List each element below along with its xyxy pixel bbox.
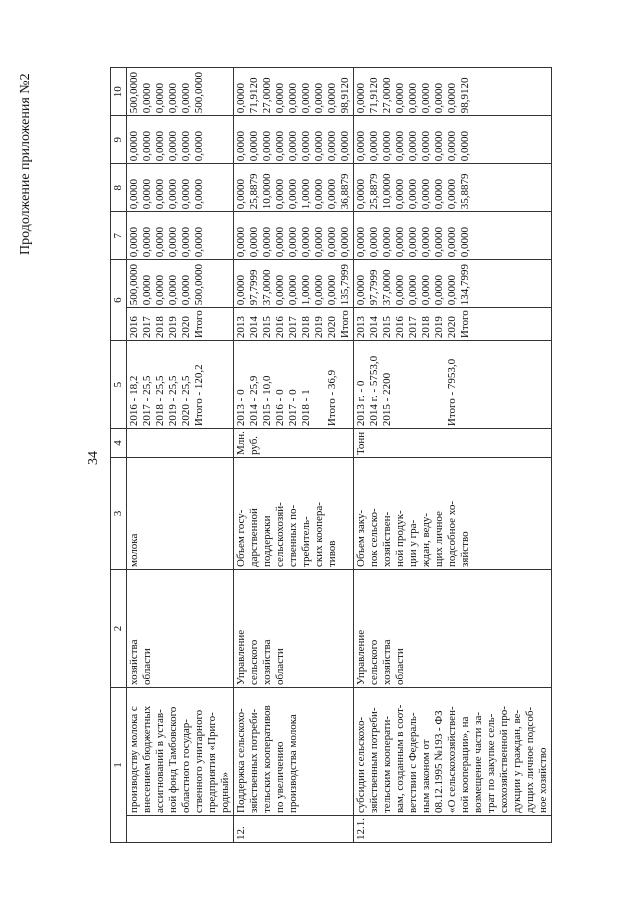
- local-budget-cell: [234, 116, 354, 164]
- years-line: 2013: [355, 316, 367, 339]
- event-name-line: ным законом от: [420, 739, 432, 813]
- years-line: 2013: [235, 316, 247, 339]
- col-header-6: 6: [111, 260, 127, 341]
- years-line: 2019: [167, 316, 179, 339]
- unit-cell: [127, 429, 234, 458]
- indicator-line: поддержки: [261, 515, 273, 567]
- target-values-line: [433, 343, 446, 426]
- target-values-line: Итого - 7953,0: [446, 358, 458, 427]
- indicator-line: требитель-: [300, 516, 312, 567]
- extrabudgetary-cell: [354, 68, 552, 116]
- indicator-line: ции у гра-: [407, 519, 419, 567]
- federal-budget-cell: [354, 212, 552, 260]
- extrabudgetary-line: 500,0000: [128, 71, 140, 114]
- event-name-line: возмещение части за-: [472, 711, 484, 813]
- indicator-line: подсобное хо-: [446, 500, 458, 567]
- regional-budget-line: 0,0000: [167, 178, 179, 210]
- event-name-line: трат по закупке сель-: [485, 713, 497, 813]
- event-name-line: областного государ-: [180, 719, 192, 813]
- page-number: 34: [86, 451, 101, 465]
- extrabudgetary-line: 0,0000: [274, 82, 286, 114]
- years-line: 2018: [420, 316, 432, 339]
- indicator-line: молока: [128, 533, 140, 567]
- executor-line: хозяйства: [261, 639, 273, 685]
- regional-budget-line: 0,0000: [326, 178, 338, 210]
- total-amount-line: 0,0000: [313, 274, 325, 306]
- local-budget-line: 0,0000: [154, 130, 166, 162]
- row-number-cell: 12.: [234, 816, 354, 843]
- target-values-cell: [234, 341, 354, 429]
- target-values-line: 2013 г. - 0: [355, 380, 367, 427]
- years-line: 2020: [326, 316, 338, 339]
- local-budget-line: 0,0000: [433, 130, 445, 162]
- federal-budget-line: 0,0000: [394, 226, 406, 258]
- event-name-cell: [127, 688, 234, 816]
- event-name-line: вам, созданным в соот-: [394, 704, 406, 813]
- indicator-line: хозяйствен-: [381, 511, 393, 567]
- regional-budget-line: 0,0000: [355, 178, 367, 210]
- indicator-line: тивов: [326, 540, 338, 567]
- indicator-line: щих личное: [433, 511, 445, 567]
- regional-budget-cell: [234, 164, 354, 212]
- local-budget-line: 0,0000: [248, 130, 260, 162]
- total-amount-line: 134,7999: [459, 263, 471, 306]
- event-name-line: ственного унитарного: [193, 709, 205, 813]
- event-name-line: внесением бюджетных: [141, 705, 153, 813]
- col-header-3: 3: [111, 458, 127, 570]
- target-values-line: [420, 343, 433, 426]
- total-amount-line: 0,0000: [180, 274, 192, 306]
- event-name-line: тельским кооперати-: [381, 715, 393, 813]
- event-name-line: предприятия «Приго-: [206, 712, 218, 813]
- target-values-line: [394, 343, 407, 426]
- row-number-cell: [127, 816, 234, 843]
- local-budget-line: 0,0000: [274, 130, 286, 162]
- local-budget-line: 0,0000: [287, 130, 299, 162]
- executor-line: сельского: [248, 639, 260, 685]
- event-name-line: зяйственных потреби-: [248, 708, 260, 813]
- executor-line: области: [394, 648, 406, 685]
- years-cell: [127, 308, 234, 341]
- unit-cell: [354, 429, 552, 458]
- indicator-line: зяйство: [459, 531, 471, 567]
- event-name-line: скохозяйственной про-: [498, 706, 510, 813]
- federal-budget-line: 0,0000: [180, 226, 192, 258]
- federal-budget-line: 0,0000: [235, 226, 247, 258]
- local-budget-line: 0,0000: [394, 130, 406, 162]
- years-cell: [234, 308, 354, 341]
- regional-budget-cell: [354, 164, 552, 212]
- regional-budget-line: 1,0000: [300, 178, 312, 210]
- total-amount-line: 37,0000: [261, 269, 273, 306]
- federal-budget-line: 0,0000: [193, 226, 205, 258]
- total-amount-line: 97,7999: [248, 269, 260, 306]
- local-budget-line: 0,0000: [420, 130, 432, 162]
- federal-budget-line: 0,0000: [381, 226, 393, 258]
- federal-budget-line: 0,0000: [141, 226, 153, 258]
- years-line: Итого: [193, 310, 205, 339]
- extrabudgetary-line: 98,9120: [459, 77, 471, 114]
- total-amount-line: 0,0000: [326, 274, 338, 306]
- local-budget-line: 0,0000: [446, 130, 458, 162]
- indicator-cell: [354, 458, 552, 570]
- extrabudgetary-cell: [127, 68, 234, 116]
- extrabudgetary-line: 27,0000: [261, 77, 273, 114]
- years-line: Итого: [339, 310, 351, 339]
- target-values-line: 2014 - 25,9: [248, 375, 260, 427]
- local-budget-line: 0,0000: [167, 130, 179, 162]
- years-cell: [354, 308, 552, 341]
- column-number-row: [111, 68, 127, 843]
- years-line: 2017: [287, 316, 299, 339]
- col-header-10: 10: [111, 68, 127, 116]
- regional-budget-line: 10,0000: [261, 173, 273, 210]
- regional-budget-line: 0,0000: [313, 178, 325, 210]
- extrabudgetary-line: 0,0000: [355, 82, 367, 114]
- years-line: 2020: [180, 316, 192, 339]
- target-values-line: 2016 - 0: [274, 389, 286, 427]
- table-row: [234, 68, 354, 843]
- event-name-line: ветствии с Федераль-: [407, 712, 419, 813]
- extrabudgetary-line: 0,0000: [394, 82, 406, 114]
- extrabudgetary-line: 0,0000: [235, 82, 247, 114]
- local-budget-line: 0,0000: [381, 130, 393, 162]
- target-values-line: 2018 - 25,5: [154, 375, 166, 427]
- extrabudgetary-line: 98,9120: [339, 77, 351, 114]
- indicator-cell: [127, 458, 234, 570]
- target-values-line: 2017 - 25,5: [141, 375, 153, 427]
- event-name-line: 08.12.1995 №193 - ФЗ: [433, 710, 445, 813]
- indicator-line: дарственной: [248, 508, 260, 567]
- target-values-line: Итого - 120,2: [193, 364, 205, 427]
- extrabudgetary-cell: [234, 68, 354, 116]
- col-header-5: 5: [111, 341, 127, 429]
- total-amount-cell: [234, 260, 354, 308]
- executor-line: Управление: [235, 629, 247, 685]
- federal-budget-line: 0,0000: [248, 226, 260, 258]
- local-budget-line: 0,0000: [180, 130, 192, 162]
- years-line: 2014: [368, 316, 380, 339]
- federal-budget-line: 0,0000: [287, 226, 299, 258]
- years-line: 2016: [128, 316, 140, 339]
- regional-budget-line: 0,0000: [274, 178, 286, 210]
- col-header-7: 7: [111, 212, 127, 260]
- local-budget-line: 0,0000: [326, 130, 338, 162]
- target-values-line: 2015 - 2200: [381, 372, 393, 427]
- executor-line: сельского: [368, 639, 380, 685]
- total-amount-line: 0,0000: [446, 274, 458, 306]
- target-values-line: 2014 г. - 5753,0: [368, 355, 380, 427]
- table-row: [354, 68, 552, 843]
- total-amount-line: 0,0000: [235, 274, 247, 306]
- indicator-line: Объем госу-: [235, 509, 247, 567]
- total-amount-line: 37,0000: [381, 269, 393, 306]
- executor-line: области: [274, 648, 286, 685]
- regional-budget-line: 0,0000: [287, 178, 299, 210]
- federal-budget-line: 0,0000: [339, 226, 351, 258]
- federal-budget-cell: [234, 212, 354, 260]
- col-header-9: 9: [111, 116, 127, 164]
- target-values-line: 2019 - 25,5: [167, 375, 179, 427]
- total-amount-line: 0,0000: [274, 274, 286, 306]
- extrabudgetary-line: 0,0000: [180, 82, 192, 114]
- target-values-line: 2016 - 18,2: [128, 375, 140, 427]
- local-budget-line: 0,0000: [407, 130, 419, 162]
- target-values-line: 2020 - 25,5: [180, 375, 192, 427]
- executor-cell: [234, 570, 354, 688]
- col-header-4: 4: [111, 429, 127, 458]
- executor-line: хозяйства: [381, 639, 393, 685]
- local-budget-line: 0,0000: [355, 130, 367, 162]
- total-amount-cell: [354, 260, 552, 308]
- years-line: 2016: [274, 316, 286, 339]
- extrabudgetary-line: 500,0000: [193, 71, 205, 114]
- unit-line: Тонн: [355, 431, 367, 455]
- local-budget-cell: [127, 116, 234, 164]
- indicator-line: сельскохозяй-: [274, 502, 286, 567]
- extrabudgetary-line: 0,0000: [313, 82, 325, 114]
- local-budget-line: 0,0000: [193, 130, 205, 162]
- target-values-cell: [354, 341, 552, 429]
- event-name-line: ной кооперации», на: [459, 716, 471, 813]
- event-name-cell: [354, 688, 552, 816]
- local-budget-line: 0,0000: [261, 130, 273, 162]
- local-budget-line: 0,0000: [300, 130, 312, 162]
- federal-budget-line: 0,0000: [368, 226, 380, 258]
- local-budget-line: 0,0000: [339, 130, 351, 162]
- total-amount-line: 0,0000: [154, 274, 166, 306]
- regional-budget-line: 0,0000: [128, 178, 140, 210]
- total-amount-line: 135,7999: [339, 263, 351, 306]
- years-line: 2019: [433, 316, 445, 339]
- event-name-line: «О сельскохозяйствен-: [446, 706, 458, 813]
- federal-budget-line: 0,0000: [274, 226, 286, 258]
- executor-cell: [127, 570, 234, 688]
- col-header-8: 8: [111, 164, 127, 212]
- federal-budget-line: 0,0000: [154, 226, 166, 258]
- extrabudgetary-line: 0,0000: [326, 82, 338, 114]
- extrabudgetary-line: 0,0000: [287, 82, 299, 114]
- regional-budget-line: 0,0000: [420, 178, 432, 210]
- years-line: 2019: [313, 316, 325, 339]
- local-budget-line: 0,0000: [235, 130, 247, 162]
- federal-budget-line: 0,0000: [128, 226, 140, 258]
- regional-budget-line: 25,8879: [248, 173, 260, 210]
- target-values-line: Итого - 36,9: [326, 369, 338, 427]
- local-budget-line: 0,0000: [128, 130, 140, 162]
- table-row: [127, 68, 234, 843]
- federal-budget-line: 0,0000: [300, 226, 312, 258]
- unit-cell: [234, 429, 354, 458]
- extrabudgetary-line: 0,0000: [300, 82, 312, 114]
- regional-budget-line: 0,0000: [180, 178, 192, 210]
- extrabudgetary-line: 0,0000: [446, 82, 458, 114]
- event-name-line: зяйственным потреби-: [368, 707, 380, 813]
- extrabudgetary-line: 71,9120: [248, 77, 260, 114]
- regional-budget-line: 0,0000: [193, 178, 205, 210]
- col-header-1: 1: [111, 688, 127, 843]
- executor-line: хозяйства: [128, 639, 140, 685]
- indicator-line: пок сельско-: [368, 508, 380, 567]
- federal-budget-line: 0,0000: [446, 226, 458, 258]
- extrabudgetary-line: 27,0000: [381, 77, 393, 114]
- extrabudgetary-line: 0,0000: [154, 82, 166, 114]
- federal-budget-line: 0,0000: [326, 226, 338, 258]
- federal-budget-cell: [127, 212, 234, 260]
- indicator-line: Объем заку-: [355, 509, 367, 567]
- target-values-line: 2017 - 0: [287, 389, 299, 427]
- target-values-line: 2018 - 1: [300, 389, 312, 427]
- target-values-line: 2013 - 0: [235, 389, 247, 427]
- federal-budget-line: 0,0000: [261, 226, 273, 258]
- indicator-cell: [234, 458, 354, 570]
- years-line: 2015: [381, 316, 393, 339]
- federal-budget-line: 0,0000: [459, 226, 471, 258]
- local-budget-line: 0,0000: [141, 130, 153, 162]
- event-name-line: родный»: [219, 772, 231, 813]
- federal-budget-line: 0,0000: [167, 226, 179, 258]
- target-values-line: [407, 343, 420, 426]
- local-budget-cell: [354, 116, 552, 164]
- total-amount-line: 0,0000: [167, 274, 179, 306]
- row-number-cell: 12.1.: [354, 816, 552, 843]
- extrabudgetary-line: 71,9120: [368, 77, 380, 114]
- total-amount-line: 0,0000: [407, 274, 419, 306]
- years-line: 2017: [141, 316, 153, 339]
- executor-cell: [354, 570, 552, 688]
- indicator-line: ственных по-: [287, 504, 299, 567]
- total-amount-line: 0,0000: [420, 274, 432, 306]
- extrabudgetary-line: 0,0000: [167, 82, 179, 114]
- total-amount-line: 0,0000: [394, 274, 406, 306]
- event-name-line: производству молока с: [128, 706, 140, 813]
- unit-line: Млн.: [235, 431, 247, 455]
- total-amount-line: 0,0000: [141, 274, 153, 306]
- extrabudgetary-line: 0,0000: [420, 82, 432, 114]
- event-name-line: дукции у граждан, ве-: [511, 709, 523, 813]
- extrabudgetary-line: 0,0000: [407, 82, 419, 114]
- regional-budget-line: 10,0000: [381, 173, 393, 210]
- regional-budget-line: 0,0000: [394, 178, 406, 210]
- years-line: 2016: [394, 316, 406, 339]
- years-line: 2020: [446, 316, 458, 339]
- federal-budget-line: 0,0000: [433, 226, 445, 258]
- years-line: 2018: [154, 316, 166, 339]
- extrabudgetary-line: 0,0000: [433, 82, 445, 114]
- regional-budget-line: 0,0000: [235, 178, 247, 210]
- regional-budget-line: 25,8879: [368, 173, 380, 210]
- total-amount-line: 0,0000: [433, 274, 445, 306]
- executor-line: Управление: [355, 629, 367, 685]
- total-amount-line: 500,0000: [193, 263, 205, 306]
- unit-line: руб.: [248, 435, 260, 455]
- event-name-line: по увеличению: [274, 741, 286, 813]
- event-name-line: ное хозяйство: [537, 747, 549, 813]
- federal-budget-line: 0,0000: [407, 226, 419, 258]
- regional-budget-line: 0,0000: [407, 178, 419, 210]
- years-line: Итого: [459, 310, 471, 339]
- event-name-line: ассигнований в устав-: [154, 709, 166, 813]
- table-body: [127, 68, 552, 843]
- total-amount-line: 0,0000: [287, 274, 299, 306]
- federal-budget-line: 0,0000: [420, 226, 432, 258]
- program-table: [110, 67, 552, 843]
- indicator-line: ских коопера-: [313, 502, 325, 567]
- executor-line: области: [141, 648, 153, 685]
- regional-budget-line: 0,0000: [154, 178, 166, 210]
- years-line: 2018: [300, 316, 312, 339]
- target-values-cell: [127, 341, 234, 429]
- extrabudgetary-line: 0,0000: [141, 82, 153, 114]
- total-amount-line: 97,7999: [368, 269, 380, 306]
- federal-budget-line: 0,0000: [355, 226, 367, 258]
- federal-budget-line: 0,0000: [313, 226, 325, 258]
- regional-budget-line: 36,8879: [339, 173, 351, 210]
- regional-budget-line: 0,0000: [141, 178, 153, 210]
- regional-budget-line: 0,0000: [433, 178, 445, 210]
- total-amount-line: 0,0000: [355, 274, 367, 306]
- col-header-2: 2: [111, 570, 127, 688]
- event-name-line: производства молока: [287, 714, 299, 813]
- event-name-cell: [234, 688, 354, 816]
- total-amount-line: 500,0000: [128, 263, 140, 306]
- indicator-line: ной продук-: [394, 510, 406, 567]
- target-values-line: 2015 - 10,0: [261, 375, 273, 427]
- total-amount-cell: [127, 260, 234, 308]
- regional-budget-line: 35,8879: [459, 173, 471, 210]
- event-name-line: Поддержка сельскохо-: [235, 708, 247, 813]
- event-name-line: дущих личное подсоб-: [524, 706, 536, 813]
- indicator-line: ждан, веду-: [420, 512, 432, 567]
- local-budget-line: 0,0000: [368, 130, 380, 162]
- years-line: 2014: [248, 316, 260, 339]
- event-name-line: тельских кооперативов: [261, 705, 273, 813]
- years-line: 2017: [407, 316, 419, 339]
- unit-line: [128, 431, 141, 455]
- continuation-header: Продолжение приложения №2: [18, 73, 33, 255]
- years-line: 2015: [261, 316, 273, 339]
- regional-budget-line: 0,0000: [446, 178, 458, 210]
- local-budget-line: 0,0000: [313, 130, 325, 162]
- total-amount-line: 1,0000: [300, 274, 312, 306]
- event-name-line: ной фонд Тамбовского: [167, 706, 179, 813]
- target-values-line: [313, 343, 326, 426]
- regional-budget-cell: [127, 164, 234, 212]
- event-name-line: субсидии сельскохо-: [355, 716, 367, 813]
- local-budget-line: 0,0000: [459, 130, 471, 162]
